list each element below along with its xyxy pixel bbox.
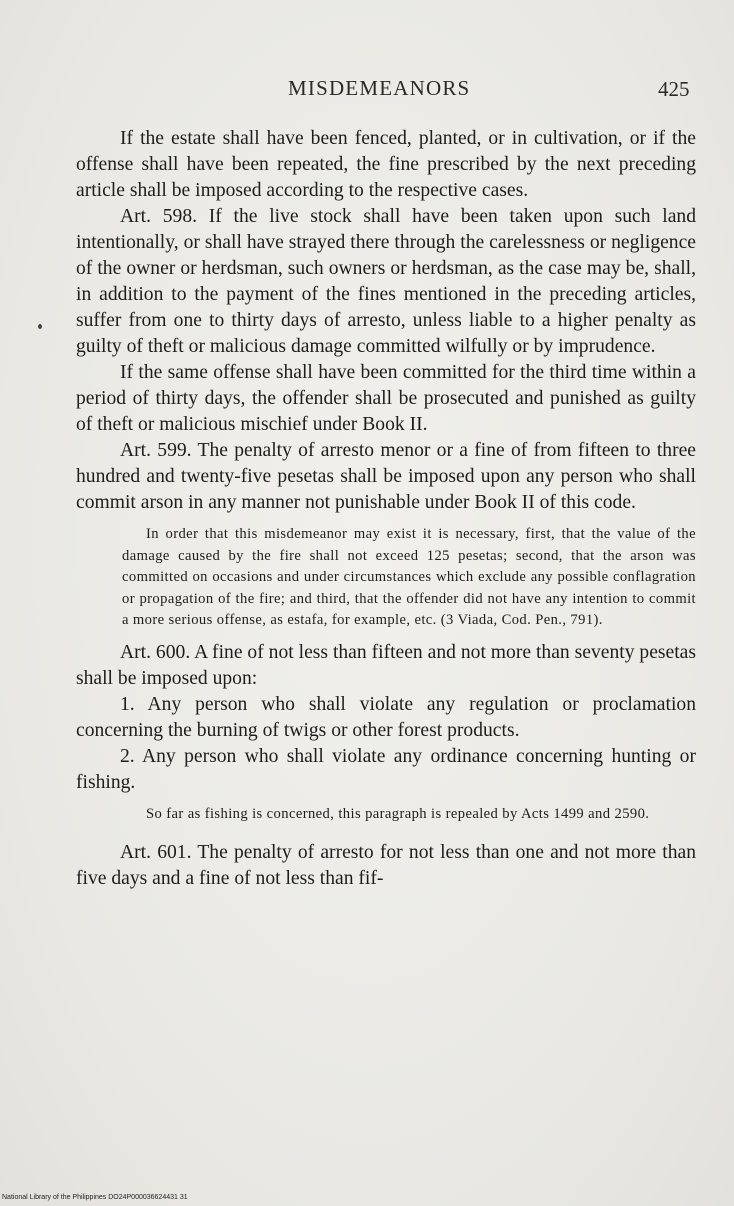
paragraph-third-offense: If the same offense shall have been committed for the third time within a period of thirty days, the offender shall be prosecuted and punished as guilty of theft or malicious mischief under Book II. — [76, 362, 696, 435]
body-text — [76, 126, 696, 892]
scan-speck — [38, 324, 42, 329]
article-599: Art. 599. The penalty of arresto menor or a fine of from fifteen to three hundred and twenty-five pesetas shall be imposed upon any person who shall commit arson in any manner not punishable under Book II of this code. — [76, 440, 696, 513]
article-600-item-2: 2. Any person who shall violate any ordinance concerning hunting or fishing. — [76, 745, 696, 793]
article-600-item-1: 1. Any person who shall violate any regulation or proclamation concerning the burning of twigs or other forest products. — [76, 693, 696, 741]
note-article-600: So far as fishing is concerned, this paragraph is repealed by Acts 1499 and 2590. — [146, 805, 650, 822]
page-number: 425 — [658, 77, 690, 101]
article-601: Art. 601. The penalty of arresto for not less than one and not more than five days and a fine of not less than fif- — [76, 841, 696, 889]
library-credit: National Library of the Philippines DO24P000036624431 31 — [2, 1194, 188, 1201]
paragraph-continuation: If the estate shall have been fenced, planted, or in cultivation, or if the offense shall have been repeated, the fine prescribed by the next preceding article shall be imposed according to the respective cases. — [76, 128, 696, 201]
running-title: MISDEMEANORS — [288, 76, 471, 100]
article-600: Art. 600. A fine of not less than fifteen and not more than seventy pesetas shall be imposed upon: — [76, 641, 696, 689]
note-article-599: In order that this misdemeanor may exist it is necessary, first, that the value of the damage caused by the fire shall not exceed 125 pesetas; second, that the arson was committed on occasions and under circumstances which exclude any possible conflagration or propagation of the fire; and third, that the offender did not have any intention to commit a more serious offense, as estafa, for example, etc. (3 Viada, Cod. Pen., 791). — [122, 526, 696, 629]
page-header — [0, 72, 734, 102]
article-598: Art. 598. If the live stock shall have been taken upon such land intentionally, or shall have strayed there through the carelessness or negligence of the owner or herdsman, such owners or herdsman, as the case may be, shall, in addition to the payment of the fines mentioned in the preceding articles, suffer from one to thirty days of arresto, unless liable to a higher penalty as guilty of theft or malicious damage committed wilfully or by imprudence. — [76, 206, 696, 357]
